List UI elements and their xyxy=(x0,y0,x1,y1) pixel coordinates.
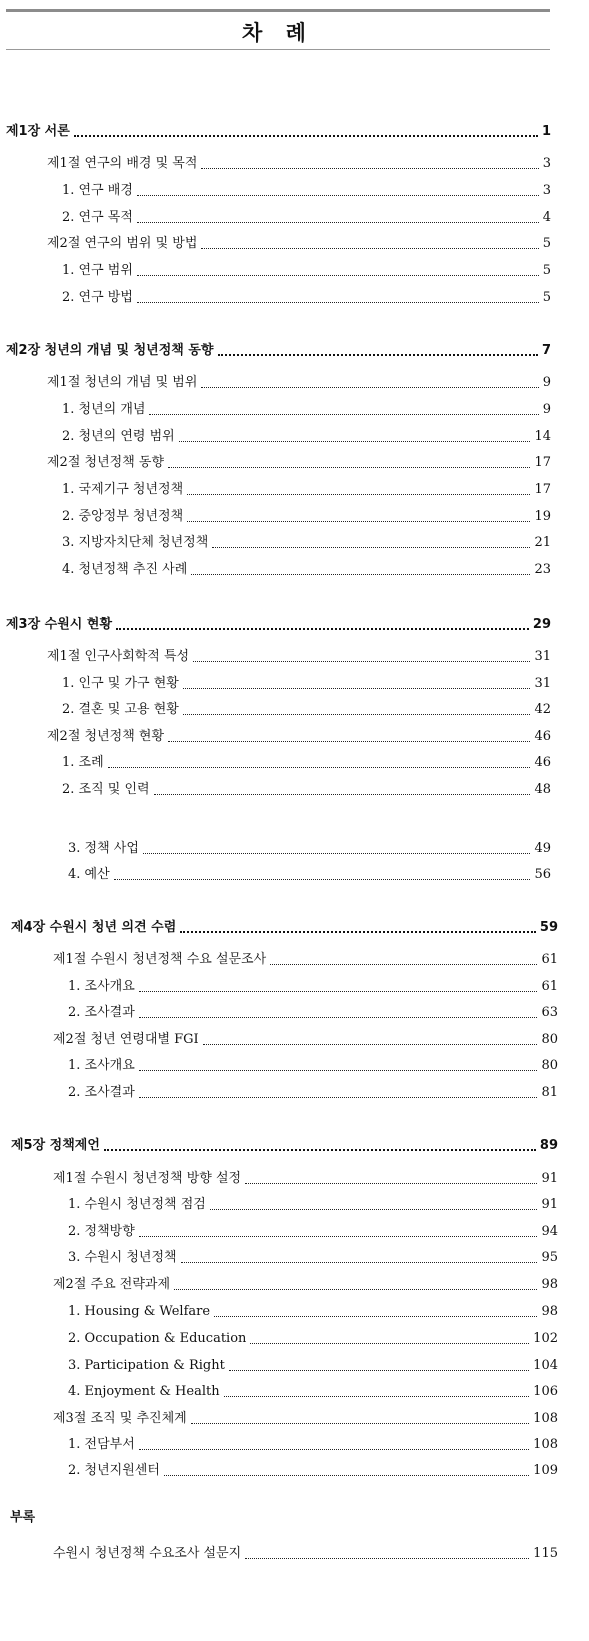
toc-entry-page: 5 xyxy=(542,263,551,278)
dot-leader xyxy=(191,574,530,575)
dot-leader xyxy=(203,1044,538,1045)
dot-leader xyxy=(201,248,538,249)
toc-chapter[interactable] xyxy=(6,614,551,636)
dot-leader xyxy=(224,1396,530,1397)
toc-section[interactable] xyxy=(47,153,551,175)
dot-leader xyxy=(137,275,539,276)
toc-entry-page: 5 xyxy=(542,236,551,251)
toc-entry-page: 80 xyxy=(541,1032,558,1047)
toc-entry-label: 제1장 서론 xyxy=(6,124,70,139)
toc-entry-label: 1. 연구 범위 xyxy=(62,263,133,278)
toc-entry-page: 108 xyxy=(533,1411,558,1426)
dot-leader xyxy=(201,387,538,388)
toc-entry-page: 104 xyxy=(533,1358,558,1373)
toc-entry-page: 94 xyxy=(541,1224,558,1239)
toc-entry-page: 21 xyxy=(534,535,551,550)
toc-entry-label: 1. 연구 배경 xyxy=(62,183,133,198)
toc-entry-label: 2. 청년지원센터 xyxy=(68,1463,160,1478)
toc-item[interactable] xyxy=(62,207,551,229)
toc-entry-page: 102 xyxy=(533,1331,558,1346)
toc-entry-label: 2. 연구 방법 xyxy=(62,290,133,305)
toc-section[interactable] xyxy=(53,1168,558,1190)
toc-section[interactable] xyxy=(47,646,551,668)
dot-leader xyxy=(149,414,538,415)
toc-entry-page: 31 xyxy=(534,649,551,664)
toc-entry-page: 49 xyxy=(534,841,551,856)
dot-leader xyxy=(154,794,531,795)
dot-leader xyxy=(180,931,536,933)
toc-entry-page: 29 xyxy=(532,617,551,632)
appendix-entry-page: 115 xyxy=(533,1546,558,1561)
dot-leader xyxy=(187,494,530,495)
toc-entry-page: 4 xyxy=(542,210,551,225)
dot-leader xyxy=(250,1343,529,1344)
dot-leader xyxy=(183,714,531,715)
toc-entry-page: 19 xyxy=(534,509,551,524)
dot-leader xyxy=(201,168,538,169)
toc-section[interactable] xyxy=(47,452,551,474)
toc-entry-page: 109 xyxy=(533,1463,558,1478)
toc-entry-page: 98 xyxy=(541,1277,558,1292)
toc-entry-label: 1. Housing & Welfare xyxy=(68,1304,211,1319)
dot-leader xyxy=(191,1423,529,1424)
dot-leader xyxy=(174,1289,537,1290)
toc-entry-page: 106 xyxy=(533,1384,558,1399)
dot-leader xyxy=(168,467,530,468)
dot-leader xyxy=(229,1370,529,1371)
dot-leader xyxy=(139,1236,538,1237)
toc-entry-label: 1. 조사개요 xyxy=(68,1058,135,1073)
dot-leader xyxy=(74,135,538,137)
toc-entry-page: 46 xyxy=(534,755,551,770)
dot-leader xyxy=(139,1070,538,1071)
toc-entry-label: 3. 지방자치단체 청년정책 xyxy=(62,535,209,550)
toc-entry-label: 제5장 정책제언 xyxy=(11,1138,100,1153)
toc-section[interactable] xyxy=(47,372,551,394)
toc-item[interactable] xyxy=(68,1221,558,1243)
toc-entry-label: 3. 수원시 청년정책 xyxy=(68,1250,177,1265)
dot-leader xyxy=(143,853,531,854)
toc-entry-page: 3 xyxy=(542,156,551,171)
toc-item[interactable] xyxy=(68,1082,558,1104)
dot-leader xyxy=(270,964,537,965)
toc-item[interactable] xyxy=(68,976,558,998)
toc-entry-page: 23 xyxy=(534,562,551,577)
toc-item[interactable] xyxy=(62,532,551,554)
toc-entry-page: 61 xyxy=(541,979,558,994)
appendix-entry-label: 수원시 청년정책 수요조사 설문지 xyxy=(53,1546,242,1561)
toc-item[interactable] xyxy=(62,479,551,501)
toc-entry-label: 제4장 수원시 청년 의견 수렴 xyxy=(11,920,177,935)
toc-entry-label: 제2절 청년 연령대별 FGI xyxy=(53,1032,199,1047)
toc-item[interactable] xyxy=(68,1194,558,1216)
toc-item[interactable] xyxy=(62,287,551,309)
toc-entry-label: 제2장 청년의 개념 및 청년정책 동향 xyxy=(6,343,214,358)
dot-leader xyxy=(218,354,538,356)
toc-entry-label: 1. 청년의 개념 xyxy=(62,402,146,417)
toc-entry-page: 9 xyxy=(542,375,551,390)
toc-entry-page: 91 xyxy=(541,1171,558,1186)
toc-entry-page: 9 xyxy=(542,402,551,417)
toc-entry-page: 89 xyxy=(539,1138,558,1153)
dot-leader xyxy=(164,1475,529,1476)
appendix-heading: 부록 xyxy=(10,1510,36,1525)
toc-entry-label: 2. 정책방향 xyxy=(68,1224,135,1239)
toc-item[interactable] xyxy=(68,1002,558,1024)
dot-leader xyxy=(139,1097,538,1098)
toc-entry-label: 제2절 청년정책 동향 xyxy=(47,455,164,470)
dot-leader xyxy=(193,661,530,662)
toc-section[interactable] xyxy=(47,233,551,255)
dot-leader xyxy=(108,767,531,768)
toc-entry-page: 91 xyxy=(541,1197,558,1212)
toc-entry-label: 4. 예산 xyxy=(68,867,110,882)
toc-section[interactable] xyxy=(53,1408,558,1430)
toc-entry-label: 1. 전담부서 xyxy=(68,1437,135,1452)
toc-section[interactable] xyxy=(53,1029,558,1051)
toc-item[interactable] xyxy=(68,838,551,860)
toc-entry-page: 61 xyxy=(541,952,558,967)
dot-leader xyxy=(181,1262,538,1263)
toc-item[interactable] xyxy=(62,180,551,202)
dot-leader xyxy=(104,1149,536,1151)
toc-section[interactable] xyxy=(47,726,551,748)
dot-leader xyxy=(114,879,531,880)
toc-entry-page: 95 xyxy=(541,1250,558,1265)
toc-item[interactable] xyxy=(62,426,551,448)
dot-leader xyxy=(137,195,539,196)
toc-entry-page: 5 xyxy=(542,290,551,305)
page-title: 차 례 xyxy=(242,21,314,45)
dot-leader xyxy=(212,547,530,548)
dot-leader xyxy=(183,688,531,689)
dot-leader xyxy=(168,741,530,742)
dot-leader xyxy=(139,1017,538,1018)
toc-entry-label: 2. 청년의 연령 범위 xyxy=(62,429,175,444)
toc-entry-page: 46 xyxy=(534,729,551,744)
toc-item[interactable] xyxy=(68,1381,558,1403)
toc-entry-label: 제1절 연구의 배경 및 목적 xyxy=(47,156,198,171)
toc-item[interactable] xyxy=(62,559,551,581)
toc-entry-page: 59 xyxy=(539,920,558,935)
toc-entry-page: 56 xyxy=(534,867,551,882)
toc-entry-label: 2. 조사결과 xyxy=(68,1005,135,1020)
toc-entry-label: 제2절 연구의 범위 및 방법 xyxy=(47,236,198,251)
toc-entry-label: 2. 조사결과 xyxy=(68,1085,135,1100)
toc-entry-label: 1. 수원시 청년정책 점검 xyxy=(68,1197,206,1212)
toc-item[interactable] xyxy=(68,1460,558,1482)
toc-entry-label: 1. 국제기구 청년정책 xyxy=(62,482,184,497)
dot-leader xyxy=(245,1558,529,1559)
toc-item[interactable] xyxy=(62,260,551,282)
dot-leader xyxy=(214,1316,537,1317)
toc-entry-page: 3 xyxy=(542,183,551,198)
toc-item[interactable] xyxy=(68,1355,558,1377)
toc-entry-label: 1. 조사개요 xyxy=(68,979,135,994)
toc-entry-label: 제3절 조직 및 추진체계 xyxy=(53,1411,187,1426)
toc-chapter[interactable] xyxy=(11,1135,558,1157)
toc-item[interactable] xyxy=(62,699,551,721)
toc-entry-label: 2. 결혼 및 고용 현황 xyxy=(62,702,179,717)
toc-entry-page: 108 xyxy=(533,1437,558,1452)
dot-leader xyxy=(187,521,530,522)
toc-entry-label: 1. 인구 및 가구 현황 xyxy=(62,676,179,691)
toc-entry-label: 2. Occupation & Education xyxy=(68,1331,247,1346)
toc-chapter[interactable] xyxy=(6,121,551,143)
toc-entry-page: 42 xyxy=(534,702,551,717)
toc-item[interactable] xyxy=(62,399,551,421)
toc-entry-page: 7 xyxy=(541,343,551,358)
toc-entry-label: 2. 조직 및 인력 xyxy=(62,782,150,797)
toc-entry-label: 제1절 수원시 청년정책 수요 설문조사 xyxy=(53,952,267,967)
toc-chapter[interactable] xyxy=(6,340,551,362)
title-underline xyxy=(6,49,550,50)
toc-entry-label: 4. Enjoyment & Health xyxy=(68,1384,220,1399)
toc-section[interactable] xyxy=(53,1274,558,1296)
dot-leader xyxy=(137,222,539,223)
toc-entry-page: 80 xyxy=(541,1058,558,1073)
toc-item[interactable] xyxy=(62,752,551,774)
toc-chapter[interactable] xyxy=(11,917,558,939)
dot-leader xyxy=(139,991,538,992)
toc-entry-label: 2. 중앙정부 청년정책 xyxy=(62,509,184,524)
dot-leader xyxy=(179,441,531,442)
toc-entry-label: 3. Participation & Right xyxy=(68,1358,225,1373)
toc-item[interactable] xyxy=(68,1301,558,1323)
toc-entry-label: 3. 정책 사업 xyxy=(68,841,139,856)
toc-entry-label: 제1절 인구사회학적 특성 xyxy=(47,649,190,664)
toc-entry-page: 17 xyxy=(534,455,551,470)
toc-item[interactable] xyxy=(68,864,551,886)
toc-item[interactable] xyxy=(68,1434,558,1456)
toc-entry-label: 1. 조례 xyxy=(62,755,104,770)
toc-entry-page: 48 xyxy=(534,782,551,797)
appendix-entry[interactable] xyxy=(53,1543,558,1565)
toc-entry-page: 31 xyxy=(534,676,551,691)
toc-entry-label: 제2절 청년정책 현황 xyxy=(47,729,164,744)
toc-entry-page: 17 xyxy=(534,482,551,497)
toc-entry-page: 14 xyxy=(534,429,551,444)
toc-item[interactable] xyxy=(62,673,551,695)
toc-entry-label: 제1절 청년의 개념 및 범위 xyxy=(47,375,198,390)
toc-item[interactable] xyxy=(68,1328,558,1350)
toc-entry-label: 제1절 수원시 청년정책 방향 설정 xyxy=(53,1171,242,1186)
toc-entry-label: 제2절 주요 전략과제 xyxy=(53,1277,170,1292)
toc-entry-page: 1 xyxy=(541,124,551,139)
top-rule xyxy=(6,9,550,12)
toc-entry-label: 4. 청년정책 추진 사례 xyxy=(62,562,188,577)
toc-item[interactable] xyxy=(62,506,551,528)
dot-leader xyxy=(245,1183,537,1184)
toc-item[interactable] xyxy=(68,1055,558,1077)
dot-leader xyxy=(210,1209,538,1210)
toc-entry-page: 98 xyxy=(541,1304,558,1319)
toc-entry-page: 63 xyxy=(541,1005,558,1020)
toc-section[interactable] xyxy=(53,949,558,971)
toc-entry-label: 제3장 수원시 현황 xyxy=(6,617,113,632)
toc-item[interactable] xyxy=(68,1247,558,1269)
toc-entry-page: 81 xyxy=(541,1085,558,1100)
dot-leader xyxy=(139,1449,529,1450)
toc-item[interactable] xyxy=(62,779,551,801)
toc-entry-label: 2. 연구 목적 xyxy=(62,210,133,225)
dot-leader xyxy=(116,628,529,630)
dot-leader xyxy=(137,302,539,303)
